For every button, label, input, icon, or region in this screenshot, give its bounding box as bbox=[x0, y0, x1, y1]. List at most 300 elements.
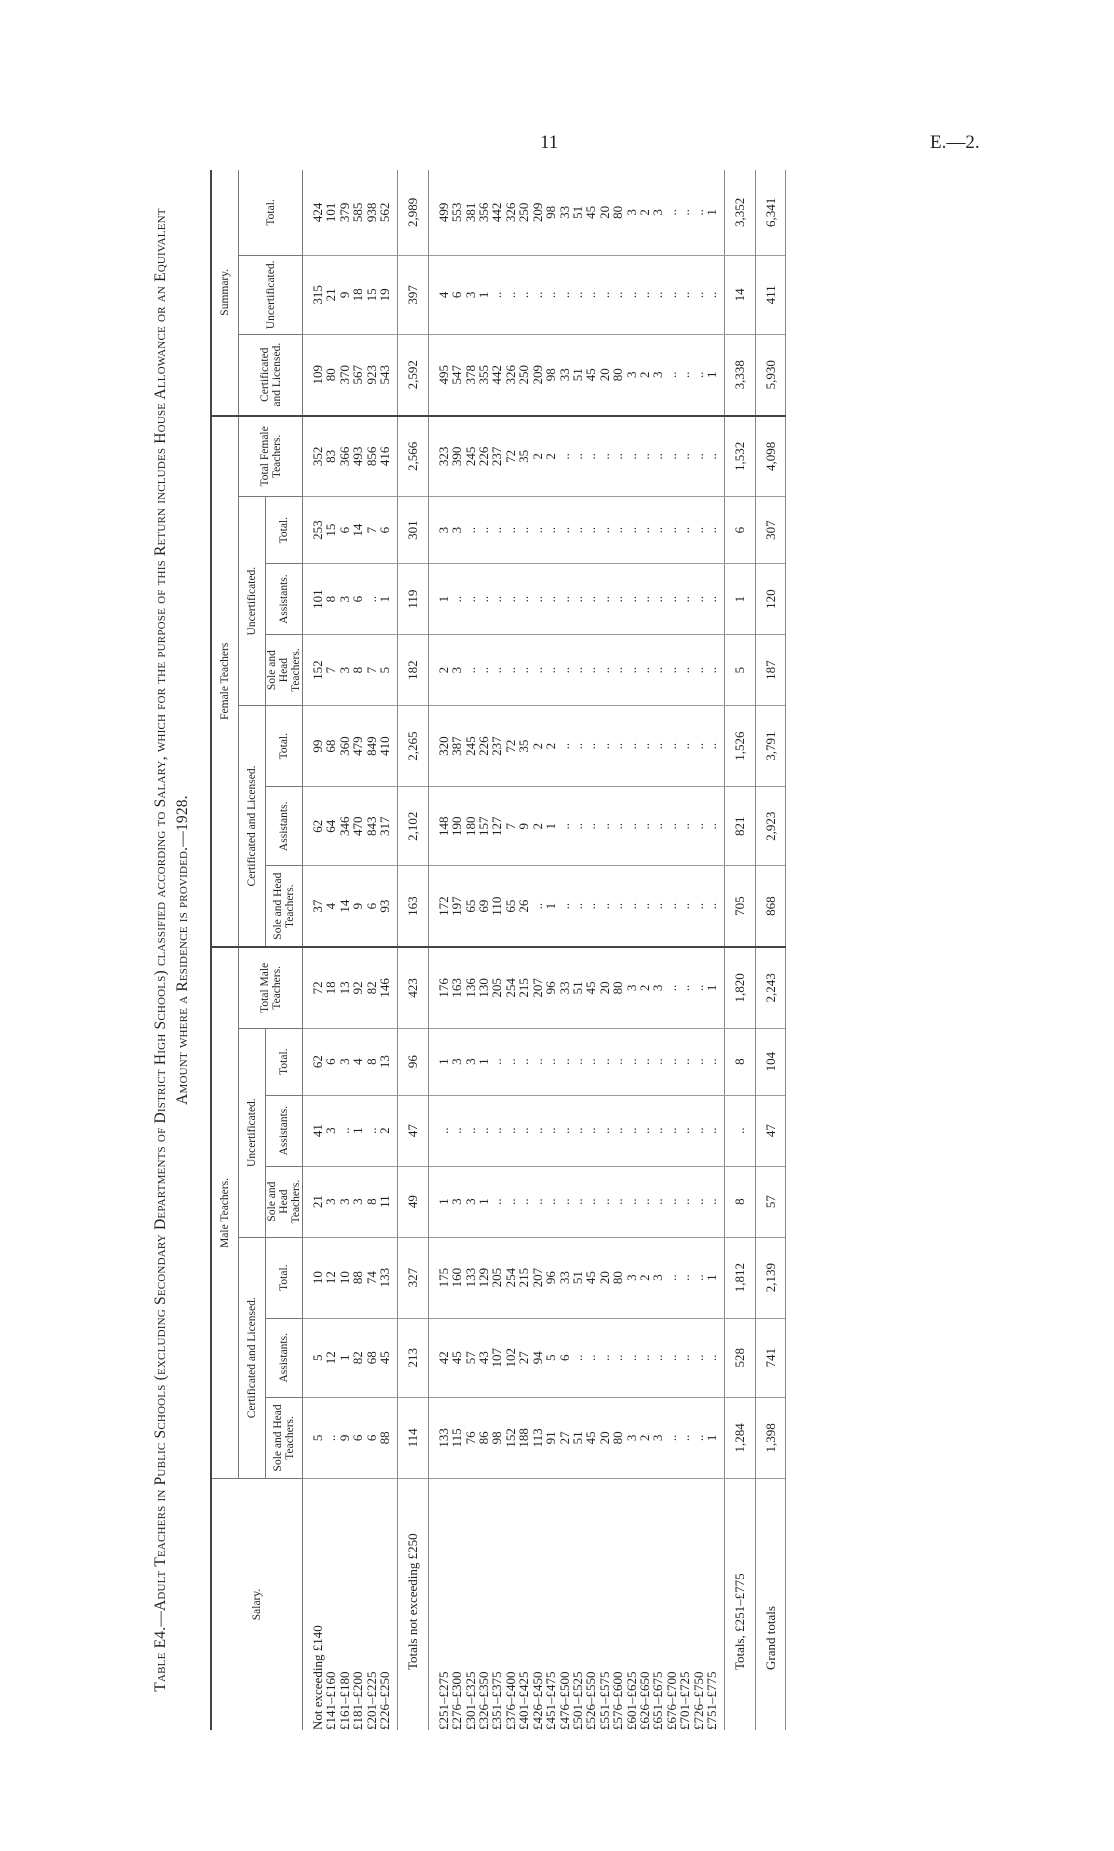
salary-row bbox=[378, 170, 398, 1730]
table-cell: .. bbox=[665, 706, 678, 787]
table-cell: .. bbox=[638, 635, 651, 706]
table-cell: 2,139 bbox=[755, 1237, 785, 1318]
table-cell: 68 bbox=[365, 1318, 378, 1397]
table-cell: .. bbox=[625, 497, 638, 564]
table-cell: 499 bbox=[428, 170, 450, 255]
table-cell: 19 bbox=[378, 255, 398, 334]
table-cell: 136 bbox=[464, 947, 477, 1028]
summary-cert-header: Certificated and Licensed. bbox=[239, 334, 303, 415]
table-cell: .. bbox=[571, 1166, 584, 1237]
salary-row bbox=[365, 170, 378, 1730]
table-cell: .. bbox=[651, 1028, 664, 1095]
table-cell: 5 bbox=[725, 635, 755, 706]
table-cell: .. bbox=[490, 497, 503, 564]
table-cell: 2 bbox=[638, 1237, 651, 1318]
table-cell: 33 bbox=[558, 334, 571, 415]
table-cell: 45 bbox=[584, 1237, 597, 1318]
table-cell: 148 bbox=[428, 787, 450, 866]
table-cell: 9 bbox=[517, 787, 530, 866]
table-cell: 315 bbox=[303, 255, 325, 334]
table-cell: 10 bbox=[338, 1237, 351, 1318]
table-cell: 68 bbox=[324, 706, 337, 787]
salary-row bbox=[705, 170, 725, 1730]
table-cell: .. bbox=[571, 787, 584, 866]
table-cell: 6 bbox=[450, 255, 463, 334]
table-cell: .. bbox=[450, 564, 463, 635]
table-cell: 6 bbox=[365, 866, 378, 947]
table-cell: .. bbox=[638, 1318, 651, 1397]
table-cell: .. bbox=[517, 564, 530, 635]
table-cell: 346 bbox=[338, 787, 351, 866]
table-cell: .. bbox=[598, 706, 611, 787]
table-cell: 114 bbox=[398, 1397, 428, 1478]
table-cell: .. bbox=[638, 255, 651, 334]
table-cell: 3 bbox=[651, 170, 664, 255]
table-cell: 1,532 bbox=[725, 416, 755, 497]
table-cell: .. bbox=[705, 1166, 725, 1237]
table-cell: .. bbox=[558, 635, 571, 706]
row-label: £476–£500 bbox=[556, 1671, 572, 1730]
table-cell: 80 bbox=[611, 170, 624, 255]
table-cell: .. bbox=[692, 1397, 705, 1478]
table-cell: 3 bbox=[464, 1166, 477, 1237]
table-cell: 33 bbox=[558, 1237, 571, 1318]
table-cell: 197 bbox=[450, 866, 463, 947]
table-cell: .. bbox=[651, 635, 664, 706]
table-cell: .. bbox=[571, 706, 584, 787]
row-label: Totals not exceeding £250 bbox=[398, 1478, 428, 1730]
table-cell: .. bbox=[678, 1318, 691, 1397]
table-cell: 152 bbox=[504, 1397, 517, 1478]
table-cell: .. bbox=[692, 170, 705, 255]
table-cell: .. bbox=[571, 1318, 584, 1397]
table-cell: .. bbox=[625, 1166, 638, 1237]
table-cell: .. bbox=[692, 564, 705, 635]
table-cell: 470 bbox=[351, 787, 364, 866]
table-cell: 1 bbox=[428, 1166, 450, 1237]
salary-row bbox=[638, 170, 651, 1730]
table-cell: 3 bbox=[351, 1166, 364, 1237]
table-cell: 2,989 bbox=[398, 170, 428, 255]
table-cell: .. bbox=[678, 564, 691, 635]
table-cell: 6 bbox=[324, 1028, 337, 1095]
table-cell: .. bbox=[584, 416, 597, 497]
table-cell: .. bbox=[598, 1318, 611, 1397]
table-cell: 11 bbox=[378, 1166, 398, 1237]
table-cell: 127 bbox=[490, 787, 503, 866]
table-cell: 6 bbox=[338, 497, 351, 564]
table-cell: .. bbox=[477, 497, 490, 564]
table-cell: .. bbox=[464, 564, 477, 635]
row-label: £141–£160 bbox=[323, 1671, 339, 1730]
table-cell: 237 bbox=[490, 416, 503, 497]
table-cell: 207 bbox=[531, 947, 544, 1028]
table-cell: .. bbox=[464, 635, 477, 706]
table-cell: 381 bbox=[464, 170, 477, 255]
table-cell: .. bbox=[504, 1166, 517, 1237]
table-cell: .. bbox=[678, 334, 691, 415]
table-cell: 7 bbox=[365, 635, 378, 706]
table-cell: 1 bbox=[544, 787, 557, 866]
table-cell: 1,398 bbox=[755, 1397, 785, 1478]
table-cell: 4 bbox=[351, 1028, 364, 1095]
table-cell: 4 bbox=[324, 866, 337, 947]
table-cell: 3 bbox=[651, 334, 664, 415]
table-cell: 2 bbox=[638, 1397, 651, 1478]
table-cell: .. bbox=[531, 497, 544, 564]
table-cell: .. bbox=[625, 416, 638, 497]
table-cell: 188 bbox=[517, 1397, 530, 1478]
table-cell: 27 bbox=[558, 1397, 571, 1478]
table-cell: 3 bbox=[428, 497, 450, 564]
row-label: £451–£475 bbox=[543, 1671, 559, 1730]
table-cell: .. bbox=[625, 255, 638, 334]
table-cell: .. bbox=[665, 255, 678, 334]
table-cell: 1 bbox=[378, 564, 398, 635]
table-cell: .. bbox=[678, 787, 691, 866]
table-cell: .. bbox=[504, 564, 517, 635]
table-cell: 33 bbox=[558, 947, 571, 1028]
table-cell: 821 bbox=[725, 787, 755, 866]
table-cell: .. bbox=[705, 497, 725, 564]
salary-row bbox=[531, 170, 544, 1730]
table-cell: .. bbox=[490, 1095, 503, 1166]
table-cell: .. bbox=[584, 255, 597, 334]
table-cell: .. bbox=[504, 635, 517, 706]
salary-row bbox=[338, 170, 351, 1730]
table-cell: 101 bbox=[324, 170, 337, 255]
table-cell: 76 bbox=[464, 1397, 477, 1478]
row-label: £601–£625 bbox=[623, 1671, 639, 1730]
table-cell: 209 bbox=[531, 170, 544, 255]
table-cell: .. bbox=[625, 635, 638, 706]
rotated-table-page bbox=[150, 170, 980, 1730]
salary-row bbox=[678, 170, 691, 1730]
table-cell: 366 bbox=[338, 416, 351, 497]
table-cell: .. bbox=[517, 1166, 530, 1237]
table-cell: 923 bbox=[365, 334, 378, 415]
table-cell: .. bbox=[490, 564, 503, 635]
row-label: £751–£775 bbox=[703, 1671, 719, 1730]
table-cell: .. bbox=[678, 1095, 691, 1166]
table-cell: 1 bbox=[477, 255, 490, 334]
table-cell: .. bbox=[678, 706, 691, 787]
row-label: £651–£675 bbox=[650, 1671, 666, 1730]
table-cell: .. bbox=[611, 1095, 624, 1166]
table-cell: .. bbox=[571, 635, 584, 706]
table-cell: .. bbox=[665, 334, 678, 415]
table-cell: .. bbox=[692, 1095, 705, 1166]
table-cell: 80 bbox=[611, 1397, 624, 1478]
table-cell: .. bbox=[611, 1318, 624, 1397]
table-cell: .. bbox=[651, 1095, 664, 1166]
table-cell: 411 bbox=[755, 255, 785, 334]
table-cell: 423 bbox=[398, 947, 428, 1028]
table-cell: 2 bbox=[531, 706, 544, 787]
table-cell: .. bbox=[504, 1028, 517, 1095]
table-cell: 51 bbox=[571, 334, 584, 415]
table-cell: 207 bbox=[531, 1237, 544, 1318]
table-cell: .. bbox=[665, 787, 678, 866]
table-cell: .. bbox=[692, 947, 705, 1028]
table-cell: 35 bbox=[517, 416, 530, 497]
table-cell: .. bbox=[571, 497, 584, 564]
table-cell: 88 bbox=[351, 1237, 364, 1318]
table-cell: .. bbox=[665, 1028, 678, 1095]
male-teachers-header: Male Teachers. bbox=[211, 947, 239, 1478]
table-cell: 9 bbox=[351, 866, 364, 947]
table-cell: 180 bbox=[464, 787, 477, 866]
table-cell: 35 bbox=[517, 706, 530, 787]
table-cell: .. bbox=[678, 1237, 691, 1318]
table-cell: 94 bbox=[531, 1318, 544, 1397]
table-cell: .. bbox=[517, 1028, 530, 1095]
table-cell: .. bbox=[598, 635, 611, 706]
row-label: £376–£400 bbox=[502, 1671, 518, 1730]
table-cell: .. bbox=[678, 635, 691, 706]
table-cell: 543 bbox=[378, 334, 398, 415]
table-cell: 133 bbox=[428, 1397, 450, 1478]
row-label: £701–£725 bbox=[677, 1671, 693, 1730]
table-cell: 5 bbox=[544, 1318, 557, 1397]
table-cell: 938 bbox=[365, 170, 378, 255]
row-label: £201–£225 bbox=[363, 1671, 379, 1730]
table-cell: 3,338 bbox=[725, 334, 755, 415]
table-cell: 254 bbox=[504, 1237, 517, 1318]
table-cell: 3 bbox=[324, 1095, 337, 1166]
table-cell: 1 bbox=[338, 1318, 351, 1397]
table-cell: 96 bbox=[544, 947, 557, 1028]
table-cell: 3 bbox=[450, 635, 463, 706]
table-cell: 2 bbox=[544, 706, 557, 787]
table-cell: 190 bbox=[450, 787, 463, 866]
table-cell: .. bbox=[678, 497, 691, 564]
table-cell: .. bbox=[531, 635, 544, 706]
table-cell: .. bbox=[665, 635, 678, 706]
table-cell: .. bbox=[705, 1095, 725, 1166]
table-cell: .. bbox=[638, 1166, 651, 1237]
table-cell: .. bbox=[544, 1095, 557, 1166]
table-cell: 2 bbox=[378, 1095, 398, 1166]
table-cell: .. bbox=[651, 1318, 664, 1397]
table-cell: 72 bbox=[303, 947, 325, 1028]
table-cell: .. bbox=[638, 497, 651, 564]
table-cell: 326 bbox=[504, 334, 517, 415]
table-cell: 7 bbox=[365, 497, 378, 564]
table-cell: .. bbox=[665, 1237, 678, 1318]
row-label: £501–£525 bbox=[569, 1671, 585, 1730]
table-cell: 585 bbox=[351, 170, 364, 255]
table-cell: .. bbox=[504, 497, 517, 564]
table-cell: 424 bbox=[303, 170, 325, 255]
table-cell: 96 bbox=[544, 1237, 557, 1318]
document-code: E.—2. bbox=[930, 132, 980, 153]
table-cell: 1 bbox=[705, 1237, 725, 1318]
table-cell: .. bbox=[531, 564, 544, 635]
table-cell: 226 bbox=[477, 706, 490, 787]
table-cell: .. bbox=[490, 1166, 503, 1237]
salary-row bbox=[544, 170, 557, 1730]
table-cell: 93 bbox=[378, 866, 398, 947]
table-cell: 62 bbox=[303, 1028, 325, 1095]
table-cell: 8 bbox=[351, 635, 364, 706]
table-cell: 3 bbox=[625, 1237, 638, 1318]
row-label: £301–£325 bbox=[462, 1671, 478, 1730]
table-cell: .. bbox=[598, 1028, 611, 1095]
salary-row bbox=[428, 170, 450, 1730]
table-cell: .. bbox=[678, 1166, 691, 1237]
table-cell: .. bbox=[490, 1028, 503, 1095]
table-cell: .. bbox=[611, 1028, 624, 1095]
table-cell: 3 bbox=[651, 1397, 664, 1478]
table-cell: 42 bbox=[428, 1318, 450, 1397]
salary-row bbox=[611, 170, 624, 1730]
table-cell: 8 bbox=[725, 1166, 755, 1237]
table-cell: 119 bbox=[398, 564, 428, 635]
table-cell: 110 bbox=[490, 866, 503, 947]
salary-row bbox=[625, 170, 638, 1730]
table-cell: 65 bbox=[504, 866, 517, 947]
table-cell: .. bbox=[544, 635, 557, 706]
table-cell: .. bbox=[665, 1095, 678, 1166]
table-cell: .. bbox=[692, 334, 705, 415]
table-cell: 104 bbox=[755, 1028, 785, 1095]
table-cell: 1 bbox=[428, 1028, 450, 1095]
table-cell: .. bbox=[490, 635, 503, 706]
table-cell: 8 bbox=[324, 564, 337, 635]
table-cell: 387 bbox=[450, 706, 463, 787]
table-cell: .. bbox=[725, 1095, 755, 1166]
table-cell: 163 bbox=[398, 866, 428, 947]
table-cell: .. bbox=[665, 1166, 678, 1237]
table-cell: 205 bbox=[490, 1237, 503, 1318]
table-cell: .. bbox=[625, 787, 638, 866]
table-cell: 2,243 bbox=[755, 947, 785, 1028]
table-cell: 6 bbox=[351, 564, 364, 635]
table-cell: 2 bbox=[638, 334, 651, 415]
table-cell: 250 bbox=[517, 334, 530, 415]
table-cell: .. bbox=[598, 255, 611, 334]
table-cell: 327 bbox=[398, 1237, 428, 1318]
male-cert-total-header: Total. bbox=[266, 1237, 303, 1318]
table-cell: .. bbox=[638, 416, 651, 497]
salary-row bbox=[450, 170, 463, 1730]
table-cell: 3 bbox=[338, 1166, 351, 1237]
row-label: £251–£275 bbox=[435, 1671, 451, 1730]
table-cell: 13 bbox=[378, 1028, 398, 1095]
table-cell: 5 bbox=[378, 635, 398, 706]
table-cell: .. bbox=[665, 1397, 678, 1478]
table-cell: .. bbox=[531, 1095, 544, 1166]
table-cell: .. bbox=[665, 497, 678, 564]
table-cell: 2 bbox=[428, 635, 450, 706]
table-cell: .. bbox=[558, 255, 571, 334]
table-cell: 3 bbox=[338, 1028, 351, 1095]
table-cell: .. bbox=[678, 255, 691, 334]
table-cell: 1 bbox=[705, 947, 725, 1028]
table-cell: 2 bbox=[638, 947, 651, 1028]
table-cell: .. bbox=[638, 787, 651, 866]
table-cell: 21 bbox=[303, 1166, 325, 1237]
table-cell: .. bbox=[678, 866, 691, 947]
table-cell: .. bbox=[665, 1318, 678, 1397]
table-cell: 83 bbox=[324, 416, 337, 497]
salary-row bbox=[692, 170, 705, 1730]
table-cell: .. bbox=[584, 866, 597, 947]
table-cell: .. bbox=[477, 564, 490, 635]
table-cell: 1 bbox=[477, 1028, 490, 1095]
table-cell: 7 bbox=[504, 787, 517, 866]
table-cell: .. bbox=[428, 1095, 450, 1166]
row-label: £551–£575 bbox=[596, 1671, 612, 1730]
table-cell: 215 bbox=[517, 1237, 530, 1318]
table-cell: .. bbox=[477, 1095, 490, 1166]
table-cell: .. bbox=[338, 1095, 351, 1166]
table-cell: .. bbox=[571, 416, 584, 497]
table-cell: 307 bbox=[755, 497, 785, 564]
table-cell: 69 bbox=[477, 866, 490, 947]
table-cell: .. bbox=[692, 1318, 705, 1397]
male-cert-header: Certificated and Licensed. bbox=[239, 1237, 266, 1478]
table-cell: 245 bbox=[464, 416, 477, 497]
table-cell: 80 bbox=[611, 1237, 624, 1318]
table-cell: .. bbox=[651, 866, 664, 947]
table-cell: 323 bbox=[428, 416, 450, 497]
table-cell: 115 bbox=[450, 1397, 463, 1478]
table-cell: 5 bbox=[303, 1318, 325, 1397]
table-cell: 15 bbox=[324, 497, 337, 564]
table-cell: .. bbox=[705, 1028, 725, 1095]
table-cell: .. bbox=[558, 1095, 571, 1166]
table-cell: .. bbox=[651, 416, 664, 497]
table-cell: .. bbox=[531, 866, 544, 947]
table-cell: .. bbox=[651, 787, 664, 866]
female-cert-header: Certificated and Licensed. bbox=[239, 706, 266, 947]
table-cell: 92 bbox=[351, 947, 364, 1028]
table-cell: .. bbox=[611, 564, 624, 635]
table-cell: 2 bbox=[531, 416, 544, 497]
table-cell: 250 bbox=[517, 170, 530, 255]
table-cell: 133 bbox=[464, 1237, 477, 1318]
table-cell: 352 bbox=[303, 416, 325, 497]
salary-table bbox=[210, 170, 786, 1730]
table-cell: 33 bbox=[558, 170, 571, 255]
table-cell: .. bbox=[558, 706, 571, 787]
table-cell: .. bbox=[651, 1166, 664, 1237]
table-cell: 74 bbox=[365, 1237, 378, 1318]
table-cell: .. bbox=[678, 1028, 691, 1095]
table-cell: 21 bbox=[324, 255, 337, 334]
table-cell: .. bbox=[584, 564, 597, 635]
table-cell: .. bbox=[651, 564, 664, 635]
table-cell: .. bbox=[571, 1028, 584, 1095]
table-cell: 562 bbox=[378, 170, 398, 255]
table-cell: .. bbox=[517, 497, 530, 564]
table-cell: 12 bbox=[324, 1237, 337, 1318]
salary-row bbox=[584, 170, 597, 1730]
table-cell: 2 bbox=[531, 787, 544, 866]
table-cell: .. bbox=[625, 706, 638, 787]
female-cert-sole-header: Sole and Head Teachers. bbox=[266, 866, 303, 947]
female-cert-total-header: Total. bbox=[266, 706, 303, 787]
table-cell: .. bbox=[625, 564, 638, 635]
salary-row bbox=[571, 170, 584, 1730]
table-cell: 99 bbox=[303, 706, 325, 787]
table-cell: .. bbox=[678, 416, 691, 497]
table-cell: .. bbox=[651, 255, 664, 334]
table-cell: 360 bbox=[338, 706, 351, 787]
table-cell: .. bbox=[531, 1028, 544, 1095]
